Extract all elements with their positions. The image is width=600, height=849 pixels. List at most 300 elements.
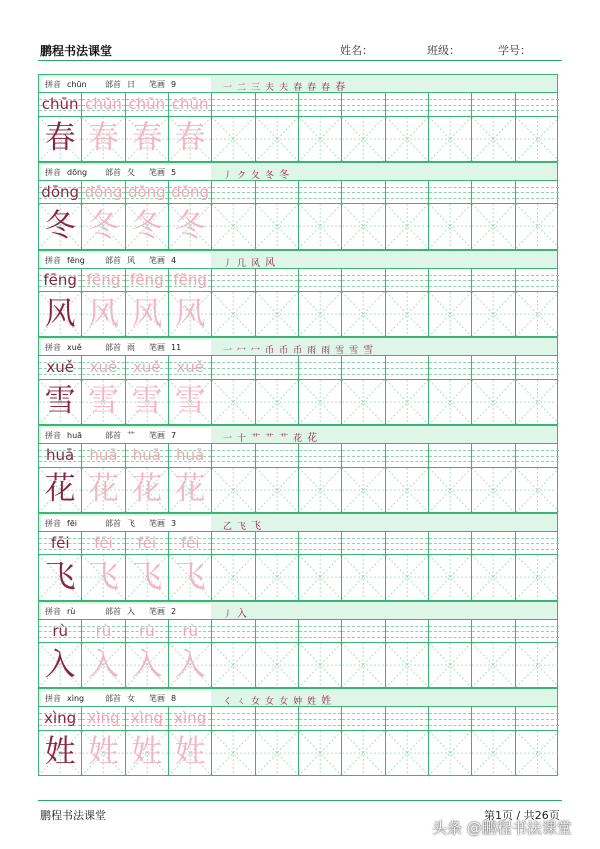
pinyin-cell[interactable] xyxy=(429,620,472,643)
pinyin-guide-line xyxy=(429,543,471,544)
pinyin-guide-line xyxy=(342,368,384,369)
writing-cell[interactable] xyxy=(516,468,559,512)
writing-cell[interactable] xyxy=(256,643,299,687)
writing-cell[interactable] xyxy=(472,731,515,775)
pinyin-guide-line xyxy=(429,637,471,638)
pinyin-guide-line xyxy=(429,374,471,375)
pinyin-guide-line xyxy=(472,626,514,627)
writing-cell[interactable] xyxy=(342,292,385,336)
pinyin-guide-line xyxy=(516,637,559,638)
pinyin-model: chūn xyxy=(41,95,79,113)
mi-grid-guide xyxy=(299,380,341,424)
writing-cell[interactable] xyxy=(299,117,342,161)
writing-cell[interactable] xyxy=(299,292,342,336)
pinyin-cell xyxy=(82,707,125,730)
stroke-count-label: 笔画 xyxy=(149,167,165,177)
pinyin-trace: xìng xyxy=(130,709,163,728)
writing-cell[interactable] xyxy=(429,117,472,161)
pinyin-guide-line xyxy=(516,538,559,539)
writing-cell[interactable] xyxy=(472,117,515,161)
pinyin-trace: huā xyxy=(176,446,205,464)
writing-cell[interactable] xyxy=(256,555,299,599)
pinyin-cell[interactable] xyxy=(429,444,472,467)
writing-cell[interactable] xyxy=(472,555,515,599)
writing-cell[interactable] xyxy=(342,117,385,161)
stroke-order-step: 丿 xyxy=(223,609,235,618)
pinyin-cell[interactable] xyxy=(299,532,342,555)
pinyin-guide-line xyxy=(342,374,384,375)
character-model: 风 xyxy=(44,295,76,332)
pinyin-cell xyxy=(169,444,212,467)
stroke-count-value: 11 xyxy=(171,343,182,353)
pinyin-guide-line xyxy=(386,198,428,199)
mi-grid-guide xyxy=(472,643,514,687)
pinyin-cell[interactable] xyxy=(299,444,342,467)
pinyin-cell xyxy=(169,269,212,292)
writing-cell[interactable] xyxy=(429,731,472,775)
info-band xyxy=(38,601,558,620)
writing-cell[interactable] xyxy=(212,204,255,248)
writing-cell xyxy=(82,292,125,336)
practice-grid xyxy=(38,74,558,776)
writing-cell[interactable] xyxy=(342,731,385,775)
writing-cell[interactable] xyxy=(212,380,255,424)
pinyin-cell[interactable] xyxy=(212,356,255,379)
writing-cell[interactable] xyxy=(212,643,255,687)
character-model: 雪 xyxy=(44,383,76,420)
pinyin-guide-line xyxy=(472,456,514,457)
writing-cell[interactable] xyxy=(386,117,429,161)
writing-cell[interactable] xyxy=(256,204,299,248)
writing-cell[interactable] xyxy=(429,468,472,512)
pinyin-cell[interactable] xyxy=(256,93,299,116)
pinyin-cell[interactable] xyxy=(256,707,299,730)
mi-grid-guide xyxy=(299,468,341,512)
mi-grid-guide xyxy=(429,468,471,512)
pinyin-cell[interactable] xyxy=(386,707,429,730)
pinyin-trace: chūn xyxy=(85,95,122,113)
pinyin-cell xyxy=(82,620,125,643)
stroke-order-step: 艹 xyxy=(265,434,277,442)
mi-grid-guide xyxy=(299,204,341,248)
writing-cell[interactable] xyxy=(299,468,342,512)
writing-cell[interactable] xyxy=(429,380,472,424)
pinyin-cell[interactable] xyxy=(472,181,515,204)
pinyin-value: huā xyxy=(67,431,83,440)
writing-cell xyxy=(126,117,169,161)
writing-cell[interactable] xyxy=(386,380,429,424)
pinyin-guide-line xyxy=(429,456,471,457)
pinyin-label: 拼音 xyxy=(45,167,61,177)
mi-grid-guide xyxy=(386,380,428,424)
pinyin-row xyxy=(38,444,558,468)
character-trace: 飞 xyxy=(87,558,119,595)
writing-cell[interactable] xyxy=(386,643,429,687)
pinyin-cell[interactable] xyxy=(212,707,255,730)
writing-cell xyxy=(39,468,82,512)
pinyin-guide-line xyxy=(472,549,514,550)
pinyin-cell xyxy=(39,93,82,116)
pinyin-cell xyxy=(39,269,82,292)
mi-grid-guide xyxy=(299,643,341,687)
writing-cell[interactable] xyxy=(299,555,342,599)
pinyin-guide-line xyxy=(429,192,471,193)
pinyin-guide-line xyxy=(386,549,428,550)
writing-cell[interactable] xyxy=(256,731,299,775)
writing-cell[interactable] xyxy=(516,555,559,599)
pinyin-cell[interactable] xyxy=(342,444,385,467)
watermark: 头条 @鹏程书法课堂 xyxy=(432,819,572,837)
page-number: 第1页 / 共26页 xyxy=(484,809,560,822)
pinyin-guide-line xyxy=(256,110,298,111)
pinyin-guide-line xyxy=(299,725,341,726)
pinyin-cell[interactable] xyxy=(516,707,559,730)
writing-cell xyxy=(39,555,82,599)
pinyin-cell xyxy=(126,620,169,643)
writing-cell xyxy=(126,292,169,336)
writing-cell[interactable] xyxy=(516,204,559,248)
pinyin-cell[interactable] xyxy=(386,444,429,467)
writing-cell[interactable] xyxy=(212,292,255,336)
pinyin-guide-line xyxy=(256,368,298,369)
writing-cell[interactable] xyxy=(299,204,342,248)
pinyin-cell[interactable] xyxy=(299,269,342,292)
pinyin-trace: fēi xyxy=(94,533,113,552)
pinyin-cell[interactable] xyxy=(472,707,515,730)
pinyin-cell[interactable] xyxy=(516,93,559,116)
writing-cell[interactable] xyxy=(212,117,255,161)
character-model: 冬 xyxy=(44,207,76,244)
pinyin-cell[interactable] xyxy=(342,181,385,204)
mi-grid-guide xyxy=(386,731,428,775)
pinyin-cell[interactable] xyxy=(386,532,429,555)
pinyin-cell[interactable] xyxy=(256,532,299,555)
pinyin-cell[interactable] xyxy=(429,707,472,730)
pinyin-trace: fēi xyxy=(137,533,157,552)
pinyin-guide-line xyxy=(342,626,384,627)
writing-cell[interactable] xyxy=(472,468,515,512)
pinyin-cell[interactable] xyxy=(516,356,559,379)
pinyin-guide-line xyxy=(299,461,341,462)
character-block xyxy=(38,513,558,601)
pinyin-guide-line xyxy=(472,461,514,462)
pinyin-cell[interactable] xyxy=(256,620,299,643)
info-band xyxy=(38,250,558,269)
class-field-label: 班级： xyxy=(427,44,460,57)
stroke-order-step: 风 xyxy=(251,258,263,267)
stroke-order-step: ク xyxy=(237,170,249,179)
radical-value: 飞 xyxy=(127,518,135,528)
pinyin-cell[interactable] xyxy=(472,444,515,467)
pinyin-cell[interactable] xyxy=(256,444,299,467)
pinyin-cell[interactable] xyxy=(516,181,559,204)
pinyin-cell[interactable] xyxy=(212,532,255,555)
writing-cell[interactable] xyxy=(256,468,299,512)
pinyin-cell[interactable] xyxy=(212,620,255,643)
pinyin-guide-line xyxy=(342,198,384,199)
radical-value: 风 xyxy=(127,255,135,265)
pinyin-cell[interactable] xyxy=(516,620,559,643)
pinyin-guide-line xyxy=(472,275,514,276)
pinyin-cell[interactable] xyxy=(472,93,515,116)
stroke-order-step: 艹 xyxy=(251,434,263,442)
writing-cell[interactable] xyxy=(429,204,472,248)
character-model: 入 xyxy=(44,646,76,683)
pinyin-cell[interactable] xyxy=(299,93,342,116)
pinyin-guide-line xyxy=(386,275,428,276)
pinyin-cell[interactable] xyxy=(472,532,515,555)
stroke-order-step: 一 xyxy=(223,83,235,91)
mi-grid-guide xyxy=(472,117,514,161)
pinyin-cell[interactable] xyxy=(429,532,472,555)
pinyin-guide-line xyxy=(472,725,514,726)
writing-cell[interactable] xyxy=(516,380,559,424)
radical-label: 部首 xyxy=(105,518,121,528)
character-trace: 飞 xyxy=(131,558,163,595)
pinyin-value: dōng xyxy=(67,167,88,177)
mi-grid-guide xyxy=(299,117,341,161)
pinyin-guide-line xyxy=(386,538,428,539)
pinyin-guide-line xyxy=(342,105,384,106)
pinyin-guide-line xyxy=(386,280,428,281)
pinyin-cell[interactable] xyxy=(299,181,342,204)
pinyin-cell[interactable] xyxy=(342,707,385,730)
stroke-order-sequence xyxy=(223,78,350,91)
stroke-order-step: 春 xyxy=(321,83,333,91)
stroke-order-step: 风 xyxy=(265,257,278,267)
pinyin-guide-line xyxy=(386,626,428,627)
writing-cell[interactable] xyxy=(472,380,515,424)
pinyin-guide-line xyxy=(386,368,428,369)
writing-cell[interactable] xyxy=(429,643,472,687)
pinyin-cell[interactable] xyxy=(212,444,255,467)
pinyin-cell[interactable] xyxy=(386,269,429,292)
pinyin-guide-line xyxy=(429,198,471,199)
pinyin-cell[interactable] xyxy=(429,356,472,379)
pinyin-guide-line xyxy=(472,713,514,714)
stroke-order-step: 花 xyxy=(293,434,305,442)
writing-cell[interactable] xyxy=(386,468,429,512)
pinyin-guide-line xyxy=(256,549,298,550)
pinyin-guide-line xyxy=(299,275,341,276)
stroke-order-step: 几 xyxy=(237,258,249,267)
pinyin-cell[interactable] xyxy=(516,532,559,555)
pinyin-cell[interactable] xyxy=(516,269,559,292)
writing-cell xyxy=(82,204,125,248)
writing-cell[interactable] xyxy=(256,292,299,336)
pinyin-guide-line xyxy=(429,461,471,462)
pinyin-guide-line xyxy=(342,362,384,363)
character-model: 飞 xyxy=(44,558,76,595)
writing-cell[interactable] xyxy=(299,380,342,424)
pinyin-row xyxy=(38,620,558,644)
writing-cell[interactable] xyxy=(386,731,429,775)
pinyin-guide-line xyxy=(256,719,298,720)
pinyin-guide-line xyxy=(212,99,254,100)
pinyin-cell[interactable] xyxy=(472,620,515,643)
pinyin-cell[interactable] xyxy=(256,181,299,204)
pinyin-guide-line xyxy=(386,374,428,375)
stroke-order-step: 冬 xyxy=(279,169,292,179)
pinyin-cell[interactable] xyxy=(342,620,385,643)
pinyin-guide-line xyxy=(429,275,471,276)
pinyin-guide-line xyxy=(516,286,559,287)
pinyin-guide-line xyxy=(516,105,559,106)
pinyin-guide-line xyxy=(472,192,514,193)
writing-cell[interactable] xyxy=(342,643,385,687)
pinyin-row xyxy=(38,181,558,205)
stroke-order-step: 夫 xyxy=(279,83,291,91)
pinyin-cell[interactable] xyxy=(299,356,342,379)
stroke-order-step: 币 xyxy=(279,346,291,355)
pinyin-cell[interactable] xyxy=(212,181,255,204)
mi-grid-guide xyxy=(212,204,254,248)
pinyin-cell[interactable] xyxy=(212,269,255,292)
pinyin-cell[interactable] xyxy=(429,93,472,116)
student-id-field-label: 学号： xyxy=(498,44,531,57)
pinyin-cell[interactable] xyxy=(342,269,385,292)
writing-cell[interactable] xyxy=(516,292,559,336)
writing-cell[interactable] xyxy=(429,292,472,336)
pinyin-cell xyxy=(169,93,212,116)
pinyin-guide-line xyxy=(472,368,514,369)
pinyin-guide-line xyxy=(299,198,341,199)
writing-cell[interactable] xyxy=(342,468,385,512)
stroke-order-step: 春 xyxy=(293,83,305,91)
pinyin-row xyxy=(38,707,558,731)
writing-cell[interactable] xyxy=(212,555,255,599)
pinyin-guide-line xyxy=(429,99,471,100)
writing-cell xyxy=(82,555,125,599)
mi-grid-guide xyxy=(472,555,514,599)
mi-grid-guide xyxy=(429,555,471,599)
pinyin-cell[interactable] xyxy=(429,181,472,204)
writing-cell[interactable] xyxy=(472,643,515,687)
character-row xyxy=(38,468,558,513)
pinyin-guide-line xyxy=(256,198,298,199)
pinyin-cell[interactable] xyxy=(342,532,385,555)
pinyin-guide-line xyxy=(212,631,254,632)
writing-cell[interactable] xyxy=(516,643,559,687)
character-trace: 雪 xyxy=(131,383,163,420)
pinyin-cell[interactable] xyxy=(386,181,429,204)
writing-cell[interactable] xyxy=(472,204,515,248)
mi-grid-guide xyxy=(429,643,471,687)
character-trace: 雪 xyxy=(174,383,206,420)
writing-cell[interactable] xyxy=(516,117,559,161)
writing-cell[interactable] xyxy=(429,555,472,599)
mi-grid-guide xyxy=(516,555,559,599)
character-trace: 冬 xyxy=(174,207,206,244)
writing-cell[interactable] xyxy=(342,380,385,424)
writing-cell[interactable] xyxy=(472,292,515,336)
pinyin-cell xyxy=(169,620,212,643)
writing-cell[interactable] xyxy=(386,555,429,599)
pinyin-guide-line xyxy=(386,192,428,193)
mi-grid-guide xyxy=(429,204,471,248)
pinyin-guide-line xyxy=(516,719,559,720)
pinyin-guide-line xyxy=(342,549,384,550)
writing-cell[interactable] xyxy=(299,731,342,775)
pinyin-cell[interactable] xyxy=(429,269,472,292)
pinyin-guide-line xyxy=(386,543,428,544)
pinyin-label: 拼音 xyxy=(45,606,61,616)
character-model: 姓 xyxy=(44,734,76,771)
pinyin-cell[interactable] xyxy=(472,269,515,292)
mi-grid-guide xyxy=(516,204,559,248)
writing-cell[interactable] xyxy=(299,643,342,687)
writing-cell xyxy=(169,292,212,336)
pinyin-guide-line xyxy=(516,187,559,188)
character-block xyxy=(38,250,558,338)
writing-cell xyxy=(169,468,212,512)
pinyin-guide-line xyxy=(429,626,471,627)
mi-grid-guide xyxy=(256,468,298,512)
pinyin-cell[interactable] xyxy=(472,356,515,379)
mi-grid-guide xyxy=(342,731,384,775)
pinyin-cell xyxy=(126,707,169,730)
pinyin-guide-line xyxy=(386,450,428,451)
stroke-order-step: 女 xyxy=(265,697,277,706)
writing-cell[interactable] xyxy=(256,380,299,424)
character-block xyxy=(38,162,558,250)
pinyin-guide-line xyxy=(516,368,559,369)
writing-cell[interactable] xyxy=(516,731,559,775)
pinyin-guide-line xyxy=(212,549,254,550)
pinyin-cell[interactable] xyxy=(299,620,342,643)
writing-cell[interactable] xyxy=(256,117,299,161)
pinyin-cell[interactable] xyxy=(342,356,385,379)
writing-cell[interactable] xyxy=(212,468,255,512)
radical-label: 部首 xyxy=(105,167,121,177)
pinyin-cell[interactable] xyxy=(386,93,429,116)
pinyin-cell[interactable] xyxy=(342,93,385,116)
mi-grid-guide xyxy=(429,292,471,336)
pinyin-cell[interactable] xyxy=(386,356,429,379)
stroke-order-sequence xyxy=(223,605,252,618)
pinyin-guide-line xyxy=(516,626,559,627)
pinyin-guide-line xyxy=(212,368,254,369)
writing-cell[interactable] xyxy=(342,555,385,599)
pinyin-guide-line xyxy=(299,543,341,544)
pinyin-guide-line xyxy=(342,450,384,451)
pinyin-guide-line xyxy=(299,538,341,539)
pinyin-cell[interactable] xyxy=(256,269,299,292)
pinyin-model: xìng xyxy=(44,709,77,728)
writing-cell[interactable] xyxy=(212,731,255,775)
mi-grid-guide xyxy=(256,380,298,424)
stroke-order-step: 飞 xyxy=(237,521,249,530)
mi-grid-guide xyxy=(429,731,471,775)
mi-grid-guide xyxy=(429,117,471,161)
pinyin-cell[interactable] xyxy=(256,356,299,379)
mi-grid-guide xyxy=(342,204,384,248)
stroke-order-step: 丿 xyxy=(223,258,235,267)
pinyin-guide-line xyxy=(299,280,341,281)
writing-cell[interactable] xyxy=(386,204,429,248)
writing-cell[interactable] xyxy=(386,292,429,336)
pinyin-cell[interactable] xyxy=(212,93,255,116)
pinyin-cell[interactable] xyxy=(299,707,342,730)
pinyin-guide-line xyxy=(516,280,559,281)
pinyin-label: 拼音 xyxy=(45,343,61,353)
pinyin-cell[interactable] xyxy=(386,620,429,643)
pinyin-cell xyxy=(39,181,82,204)
character-trace: 春 xyxy=(131,120,163,157)
radical-label: 部首 xyxy=(105,80,121,89)
pinyin-cell[interactable] xyxy=(516,444,559,467)
writing-cell[interactable] xyxy=(342,204,385,248)
